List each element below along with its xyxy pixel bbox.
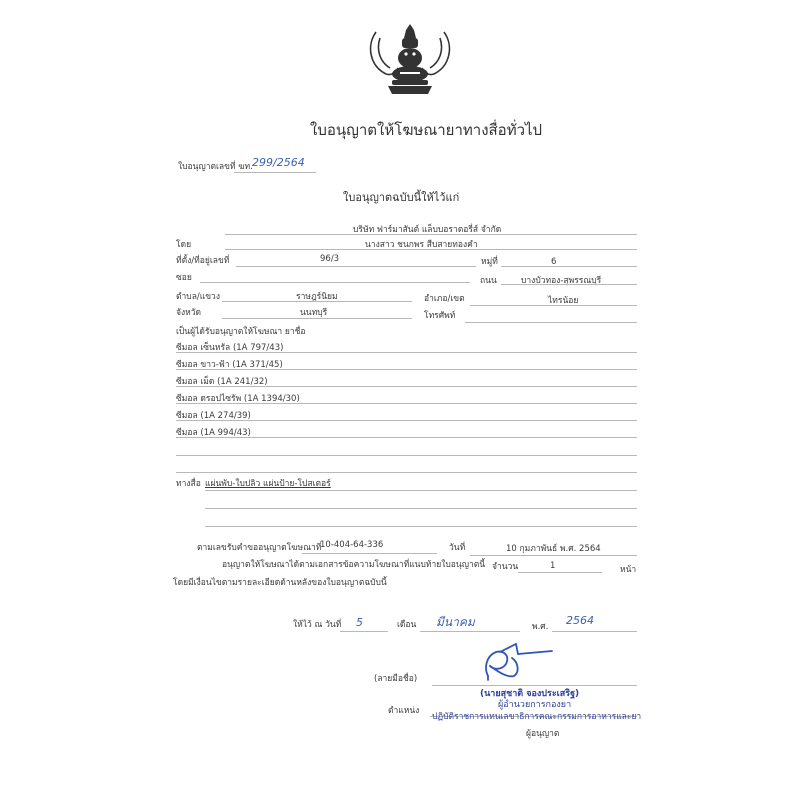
attachment-text: อนุญาตให้โฆษณาได้ตามเอกสารข้อความโฆษณาที่แนบท้ายใบอนุญาตนี้ xyxy=(222,560,486,570)
position-label: ตำแหน่ง xyxy=(388,706,420,716)
date-label: วันที่ xyxy=(449,543,466,553)
given-year-label: พ.ศ. xyxy=(532,622,549,632)
given-day-value: 5 xyxy=(356,616,363,629)
count-value: 1 xyxy=(550,561,556,571)
drug-item: ซีมอล (1A 994/43) xyxy=(176,428,251,438)
license-number-label: ใบอนุญาตเลขที่ ฆท. xyxy=(178,162,253,172)
media-value: แผ่นพับ-ใบปลิว แผ่นป้าย-โปสเตอร์ xyxy=(205,479,331,489)
signature-icon xyxy=(476,640,556,685)
district-label: อำเภอ/เขต xyxy=(424,294,465,304)
district-value: ไทรน้อย xyxy=(548,296,579,306)
request-value: 10-404-64-336 xyxy=(320,540,384,550)
garuda-emblem-icon xyxy=(362,24,458,102)
page-unit: หน้า xyxy=(620,565,637,575)
phone-label: โทรศัพท์ xyxy=(424,311,456,321)
by-label: โดย xyxy=(176,240,192,250)
drug-item: ซีมอล ดรอปไซรัพ (1A 1394/30) xyxy=(176,394,300,404)
drugs-label: เป็นผู้ได้รับอนุญาตให้โฆษณา ยาชื่อ xyxy=(176,327,306,337)
media-label: ทางสื่อ xyxy=(176,479,201,489)
subdistrict-value: ราษฎร์นิยม xyxy=(296,292,338,302)
drug-item: ซีมอล (1A 274/39) xyxy=(176,411,251,421)
road-label: ถนน xyxy=(480,276,497,286)
moo-value: 6 xyxy=(551,257,557,267)
subdistrict-label: ตำบล/แขวง xyxy=(176,292,220,302)
request-label: ตามเลขรับคำขออนุญาตโฆษณาที่ xyxy=(197,543,322,553)
province-label: จังหวัด xyxy=(176,308,202,318)
moo-label: หมู่ที่ xyxy=(481,257,498,267)
drug-item: ซีมอล ขาว-ฟ้า (1A 371/45) xyxy=(176,360,283,370)
licensor-label: ผู้อนุญาต xyxy=(526,729,560,739)
given-month-label: เดือน xyxy=(397,620,417,630)
count-label: จำนวน xyxy=(492,562,519,572)
signer-name: (นายสุชาติ จองประเสริฐ) xyxy=(480,689,580,699)
signature-label: (ลายมือชื่อ) xyxy=(374,674,418,684)
given-month-value: มีนาคม xyxy=(436,615,475,629)
given-year-value: 2564 xyxy=(566,614,594,627)
by-value: นางสาว ชนกพร สืบสายทองคำ xyxy=(365,240,478,250)
signer-position: ปฏิบัติราชการแทนเลขาธิการคณะกรรมการอาหารและยา xyxy=(432,712,642,722)
soi-label: ซอย xyxy=(176,273,192,283)
document-title: ใบอนุญาตให้โฆษณายาทางสื่อทั่วไป xyxy=(310,121,543,139)
drug-item: ซีมอล เซ็นหรัล (1A 797/43) xyxy=(176,343,284,353)
company-name: บริษัท ฟาร์มาสันต์ แล็บบอราตอรี่ส์ จำกัด xyxy=(353,225,502,235)
issued-to-heading: ใบอนุญาตฉบับนี้ให้ไว้แก่ xyxy=(343,191,460,204)
province-value: นนทบุรี xyxy=(300,308,328,318)
address-value: 96/3 xyxy=(320,254,340,264)
address-label: ที่ตั้ง/ที่อยู่เลขที่ xyxy=(176,256,230,266)
drug-item: ซีมอล เม็ด (1A 241/32) xyxy=(176,377,268,387)
date-value: 10 กุมภาพันธ์ พ.ศ. 2564 xyxy=(506,544,601,554)
conditions-text: โดยมีเงื่อนไขตามรายละเอียดด้านหลังของใบอนุญาตฉบับนี้ xyxy=(173,578,387,588)
road-value: บางบัวทอง-สุพรรณบุรี xyxy=(521,276,602,286)
signer-title: ผู้อำนวยการกองยา xyxy=(498,700,572,710)
given-day-label: ให้ไว้ ณ วันที่ xyxy=(293,620,342,630)
license-number-value: 299/2564 xyxy=(252,156,305,169)
